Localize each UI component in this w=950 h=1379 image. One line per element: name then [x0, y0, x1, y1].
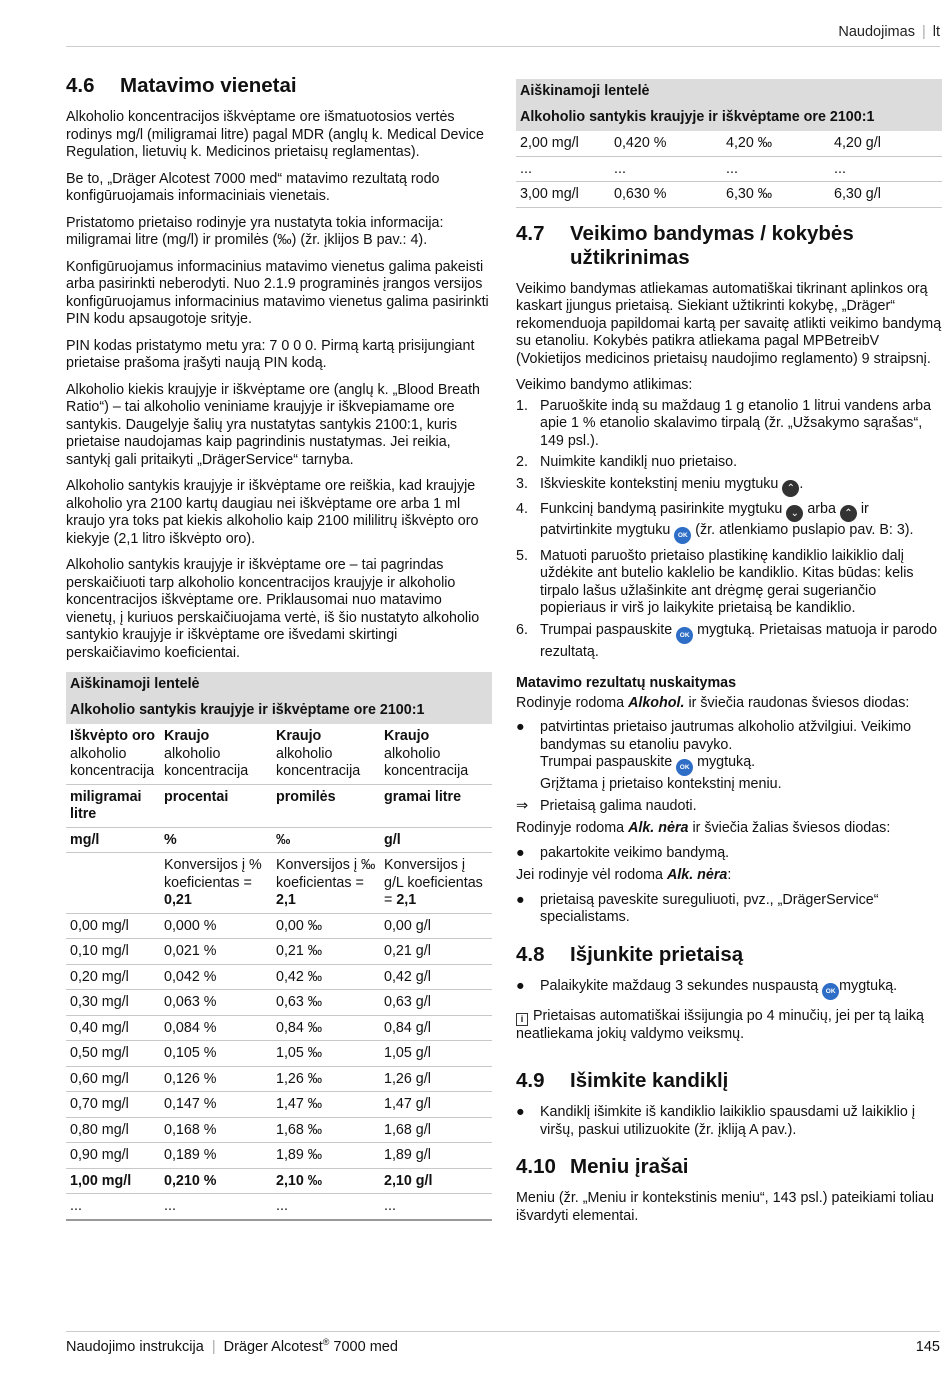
table-subtitle: Alkoholio santykis kraujyje ir iškvėptame ore 2100:1 — [516, 105, 942, 132]
paragraph: Konfigūruojamus informacinius matavimo vienetus galima pakeisti arba pasirinkti neberodyti. Nuo 2.1.9 programinės įrangos versijos konfigūruojamus informacinius matavimo vienetus galima pasirinkti PIN kodu apsaugotoje srityje. — [66, 258, 489, 327]
table-row — [66, 990, 492, 1016]
table-cell: 1,89 ‰ — [272, 1143, 380, 1169]
list-item: ● Palaikykite maždaug 3 sekundes nuspaustą OK mygtuką. — [516, 978, 942, 1000]
table-cell: 0,000 % — [160, 913, 272, 939]
table-cell: 0,210 % — [160, 1168, 272, 1194]
conversion-table-grid — [516, 131, 942, 208]
table-units-name-row — [66, 784, 492, 827]
table-cell: 0,00 g/l — [380, 913, 492, 939]
table-row-ellipsis — [66, 1194, 492, 1220]
table-cell: 0,021 % — [160, 939, 272, 965]
table-cell: procentai — [160, 784, 272, 827]
table-cell: 0,168 % — [160, 1117, 272, 1143]
table-header-cell: Iškvėpto oro alkoholio koncentracija — [66, 724, 160, 784]
table-header-row — [66, 724, 492, 784]
paragraph: Pristatomo prietaiso rodinyje yra nustatyta tokia informacija: miligramai litre (mg/l) ir promilės (‰) (žr. įklijos B pav.: 4). — [66, 214, 444, 248]
list-item: 1. Paruoškite indą su maždaug 1 g etanolio 1 litrui vandens arba apie 1 % etanolio skalavimo tirpalą (žr. „Užsakymo sąrašas“, 149 psl.). — [516, 397, 932, 449]
table-cell: Konversijos į g/L koeficientas = 2,1 — [380, 853, 492, 914]
left-column — [66, 74, 492, 1221]
list-item: 6. Trumpai paspauskite OK mygtuką. Prietaisas matuoja ir parodo rezultatą. — [516, 621, 938, 660]
table-cell: ... — [830, 156, 942, 182]
table-row — [66, 1066, 492, 1092]
table-cell: 1,05 ‰ — [272, 1041, 380, 1067]
ok-button-icon: OK — [676, 759, 693, 776]
section-heading-4-6 — [66, 74, 492, 98]
list-item: 2. Nuimkite kandiklį nuo prietaiso. — [516, 454, 738, 470]
table-row — [516, 131, 942, 156]
section-title: Matavimo vienetai — [120, 74, 297, 97]
chevron-up-button-icon: ⌃ — [782, 480, 799, 497]
table-row — [66, 913, 492, 939]
section-heading-4-7 — [516, 222, 942, 270]
paragraph: PIN kodas pristatymo metu yra: 7 0 0 0. Pirmą kartą prisijungiant prietaise prašoma įrašyti naują PIN kodą. — [66, 337, 475, 371]
table-cell: 0,00 ‰ — [272, 913, 380, 939]
table-cell: 2,10 g/l — [380, 1168, 492, 1194]
table-cell: 1,89 g/l — [380, 1143, 492, 1169]
section-heading-4-9 — [516, 1069, 942, 1093]
ok-button-icon: OK — [822, 983, 839, 1000]
table-cell: promilės — [272, 784, 380, 827]
table-cell: 2,10 ‰ — [272, 1168, 380, 1194]
header-separator: | — [921, 24, 926, 40]
table-cell: 1,68 ‰ — [272, 1117, 380, 1143]
ok-button-icon: OK — [676, 627, 693, 644]
bullet-list — [516, 845, 942, 863]
paragraph: Meniu (žr. „Meniu ir kontekstinis meniu“, 143 psl.) pateikiami toliau išvardyti elementai. — [516, 1190, 934, 1224]
bullet-list — [516, 719, 942, 815]
table-cell: ... — [610, 156, 722, 182]
table-conversion-row — [66, 853, 492, 914]
table-cell: 1,26 g/l — [380, 1066, 492, 1092]
table-cell: 1,00 mg/l — [66, 1168, 160, 1194]
table-cell: ... — [516, 156, 610, 182]
table-row — [66, 939, 492, 965]
table-row — [66, 964, 492, 990]
footer-product: Dräger Alcotest® 7000 med — [223, 1337, 398, 1355]
table-cell: 2,00 mg/l — [516, 131, 610, 156]
header-section: Naudojimas — [838, 24, 915, 40]
table-subtitle: Alkoholio santykis kraujyje ir iškvėptame ore 2100:1 — [66, 698, 492, 725]
table-cell: 0,60 mg/l — [66, 1066, 160, 1092]
table-cell: 1,47 ‰ — [272, 1092, 380, 1118]
table-cell: 0,189 % — [160, 1143, 272, 1169]
list-item: ● Kandiklį išimkite iš kandiklio laikiklio spausdami už laikiklio į viršų, paskui utilizuokite (žr. įkliją A pav.). — [516, 1104, 916, 1138]
section-heading-4-10 — [516, 1155, 942, 1179]
table-cell: 0,42 ‰ — [272, 964, 380, 990]
table-cell: 0,42 g/l — [380, 964, 492, 990]
paragraph: Be to, „Dräger Alcotest 7000 med“ matavimo rezultatą rodo konfigūruojamais informaciniais vienetais. — [66, 170, 440, 204]
table-cell: ... — [272, 1194, 380, 1220]
table-cell: 0,84 ‰ — [272, 1015, 380, 1041]
table-title: Aiškinamoji lentelė — [66, 672, 492, 698]
table-cell: 3,00 mg/l — [516, 182, 610, 208]
table-cell: ... — [380, 1194, 492, 1220]
footer — [66, 1339, 940, 1357]
table-cell: 0,70 mg/l — [66, 1092, 160, 1118]
list-item: ● pakartokite veikimo bandymą. — [516, 844, 730, 861]
table-cell: ... — [722, 156, 830, 182]
table-cell: 0,21 ‰ — [272, 939, 380, 965]
table-cell: 0,21 g/l — [380, 939, 492, 965]
table-row — [66, 1041, 492, 1067]
list-item: 4. Funkcinį bandymą pasirinkite mygtuku ⌄ arba ⌃ ir patvirtinkite mygtuku OK (žr. atlenkiamo puslapio pav. B: 3). — [516, 501, 942, 544]
conversion-table-grid — [66, 724, 492, 1221]
table-cell — [66, 853, 160, 914]
table-cell: 1,47 g/l — [380, 1092, 492, 1118]
info-icon: i — [516, 1013, 528, 1026]
section-number: 4.8 — [516, 942, 545, 966]
right-column — [516, 79, 942, 1232]
chevron-up-button-icon: ⌃ — [840, 505, 857, 522]
subheading-results: Matavimo rezultatų nuskaitymas — [516, 675, 737, 691]
table-cell: 4,20 g/l — [830, 131, 942, 156]
bullet-list — [516, 978, 942, 1000]
section-number: 4.6 — [66, 74, 95, 97]
running-header — [838, 24, 940, 42]
table-cell: 6,30 ‰ — [722, 182, 830, 208]
table-cell: % — [160, 827, 272, 853]
table-cell: 0,84 g/l — [380, 1015, 492, 1041]
footer-separator: | — [211, 1339, 216, 1355]
paragraph: Alkoholio kiekis kraujyje ir iškvėptame ore (anglų k. „Blood Breath Ratio“) – tai alkoholio veniniame kraujyje ir iškvepiamame ore santykis. Daugelyje šalių yra nustatytas santykis 2100:1, kuris prietaise naudojamas kaip pagrindinis nustatymas. Jei reikia, santykį gali pritaikyti „DrägerService“ tarnyba. — [66, 381, 481, 468]
table-body — [516, 131, 942, 207]
paragraph: Rodinyje rodoma Alk. nėra ir šviečia žalias šviesos diodas: — [516, 820, 891, 836]
table-header-cell: Kraujo alkoholio koncentracija — [272, 724, 380, 784]
header-lang: lt — [932, 24, 940, 40]
table-cell: 1,05 g/l — [380, 1041, 492, 1067]
ok-button-icon: OK — [674, 527, 691, 544]
list-item: ● patvirtintas prietaiso jautrumas alkoholio atžvilgiui. Veikimo bandymas su etanoliu pavyko. Trumpai paspauskite OK mygtuką. Grįžtama į prietaiso kontekstinį meniu. — [516, 719, 912, 792]
table-title: Aiškinamoji lentelė — [516, 79, 942, 105]
paragraph: Alkoholio koncentracijos iškvėptame ore išmatuotosios vertės rodinys mg/l (miligramai litre) pagal MDR (anglų k. Medical Device Regulation, lietuvių k. Medicinos prietaisų reglamentas). — [66, 109, 484, 160]
table-body — [66, 913, 492, 1168]
table-cell: 0,105 % — [160, 1041, 272, 1067]
table-cell: ... — [66, 1194, 160, 1220]
table-units-row — [66, 827, 492, 853]
table-cell: 0,126 % — [160, 1066, 272, 1092]
table-cell: Konversijos į ‰ koeficientas = 2,1 — [272, 853, 380, 914]
test-steps-list — [516, 398, 942, 662]
section-title: Veikimo bandymas / kokybės užtikrinimas — [570, 221, 854, 269]
table-row — [66, 1092, 492, 1118]
table-row — [66, 1143, 492, 1169]
paragraph: Jei rodinyje vėl rodoma Alk. nėra: — [516, 867, 732, 883]
section-number: 4.9 — [516, 1069, 545, 1092]
table-cell: 0,630 % — [610, 182, 722, 208]
list-item: 5. Matuoti paruošto prietaiso plastikinę kandiklio laikiklio dalį uždėkite ant butelio kaklelio be kandiklio. Kitas būdas: kelis tirpalo lašus užlašinkite ant drėgmę gerai sugeriančio popieriaus ir virš jo laikykite prietaisą be kandiklio. — [516, 547, 914, 616]
table-cell: 0,042 % — [160, 964, 272, 990]
table-cell: 6,30 g/l — [830, 182, 942, 208]
bullet-list — [516, 892, 942, 927]
table-cell: ‰ — [272, 827, 380, 853]
table-cell: 1,68 g/l — [380, 1117, 492, 1143]
table-cell: 0,00 mg/l — [66, 913, 160, 939]
paragraph: Rodinyje rodoma Alkohol. ir šviečia raudonas šviesos diodas: — [516, 694, 910, 711]
section-title: Išjunkite prietaisą — [570, 942, 744, 966]
table-cell: 0,420 % — [610, 131, 722, 156]
table-cell: Konversijos į % koeficientas = 0,21 — [160, 853, 272, 914]
table-cell: 0,20 mg/l — [66, 964, 160, 990]
table-cell: 0,90 mg/l — [66, 1143, 160, 1169]
table-cell: 0,147 % — [160, 1092, 272, 1118]
conversion-table-continued — [516, 79, 942, 208]
list-item: ● prietaisą paveskite sureguliuoti, pvz., „DrägerService“ specialistams. — [516, 891, 879, 925]
table-row — [516, 182, 942, 208]
table-cell: 0,63 ‰ — [272, 990, 380, 1016]
table-cell: 0,10 mg/l — [66, 939, 160, 965]
info-note: i Prietaisas automatiškai išsijungia po 4 minučių, jei per tą laiką neatliekama jokių valdymo veiksmų. — [516, 1007, 924, 1042]
table-header-cell: Kraujo alkoholio koncentracija — [380, 724, 492, 784]
table-cell: 0,40 mg/l — [66, 1015, 160, 1041]
bullet-list — [516, 1104, 942, 1139]
paragraph: Veikimo bandymas atliekamas automatiškai tikrinant aplinkos orą kaskart įjungus prietaisą. Siekiant užtikrinti kokybę, „Dräger“ rekomenduoja papildomai kartą per savaitę atlikti veikimo bandymą su etanoliu. Kokybės patikra atliekama pagal MPBetreibV (Vokietijos medicinos prietaisų naudojimo reglamento) 9 straipsnį. — [516, 280, 942, 367]
section-number: 4.10 — [516, 1155, 556, 1178]
table-cell: 1,26 ‰ — [272, 1066, 380, 1092]
table-row — [66, 1015, 492, 1041]
table-row — [516, 156, 942, 182]
list-item-result: ⇒ Prietaisą galima naudoti. — [516, 797, 697, 814]
table-cell: 0,50 mg/l — [66, 1041, 160, 1067]
table-cell: 0,80 mg/l — [66, 1117, 160, 1143]
table-cell: g/l — [380, 827, 492, 853]
table-cell: gramai litre — [380, 784, 492, 827]
table-cell: 0,63 g/l — [380, 990, 492, 1016]
list-item: 3. Iškvieskite kontekstinį meniu mygtuku ⌃ . — [516, 476, 942, 497]
table-header-cell: Kraujo alkoholio koncentracija — [160, 724, 272, 784]
table-row-bold — [66, 1168, 492, 1194]
section-number: 4.7 — [516, 221, 545, 245]
paragraph: Alkoholio santykis kraujyje ir iškvėptame ore – tai pagrindas perskaičiuoti tarp alkoholio koncentracijos kraujyje ir alkoholio koncentracijos iškvėptame ore. Priklausomai nuo matavimo vienetų, į kuriuos perskaičiuojama vertė, iš šio nustatyto alkoholio santykio kraujyje ir iškvėptame ore išvedami skirtingi perskaičiavimo koeficientai. — [66, 557, 480, 661]
conversion-table — [66, 672, 492, 1221]
table-cell: mg/l — [66, 827, 160, 853]
table-cell: 0,30 mg/l — [66, 990, 160, 1016]
footer-doc-type: Naudojimo instrukcija — [66, 1339, 204, 1355]
section-heading-4-8 — [516, 943, 942, 967]
table-cell: miligramai litre — [66, 784, 160, 827]
section-title: Išimkite kandiklį — [570, 1069, 729, 1092]
table-row — [66, 1117, 492, 1143]
page-number: 145 — [915, 1339, 940, 1355]
table-cell: 0,084 % — [160, 1015, 272, 1041]
paragraph: Veikimo bandymo atlikimas: — [516, 377, 693, 393]
table-cell: 4,20 ‰ — [722, 131, 830, 156]
chevron-down-button-icon: ⌄ — [786, 505, 803, 522]
table-cell: 0,063 % — [160, 990, 272, 1016]
footer-rule — [66, 1331, 940, 1332]
paragraph: Alkoholio santykis kraujyje ir iškvėptame ore reiškia, kad kraujyje alkoholio yra 2100 kartų daugiau nei iškvėptame ore arba 1 ml kraujo yra toks pat kiekis alkoholio kaip 2100 mililitrų iškvėpto oro kiekyje (2,1 litro iškvėpto oro). — [66, 478, 479, 547]
table-cell: ... — [160, 1194, 272, 1220]
header-rule — [66, 46, 940, 47]
section-title: Meniu įrašai — [570, 1155, 689, 1178]
